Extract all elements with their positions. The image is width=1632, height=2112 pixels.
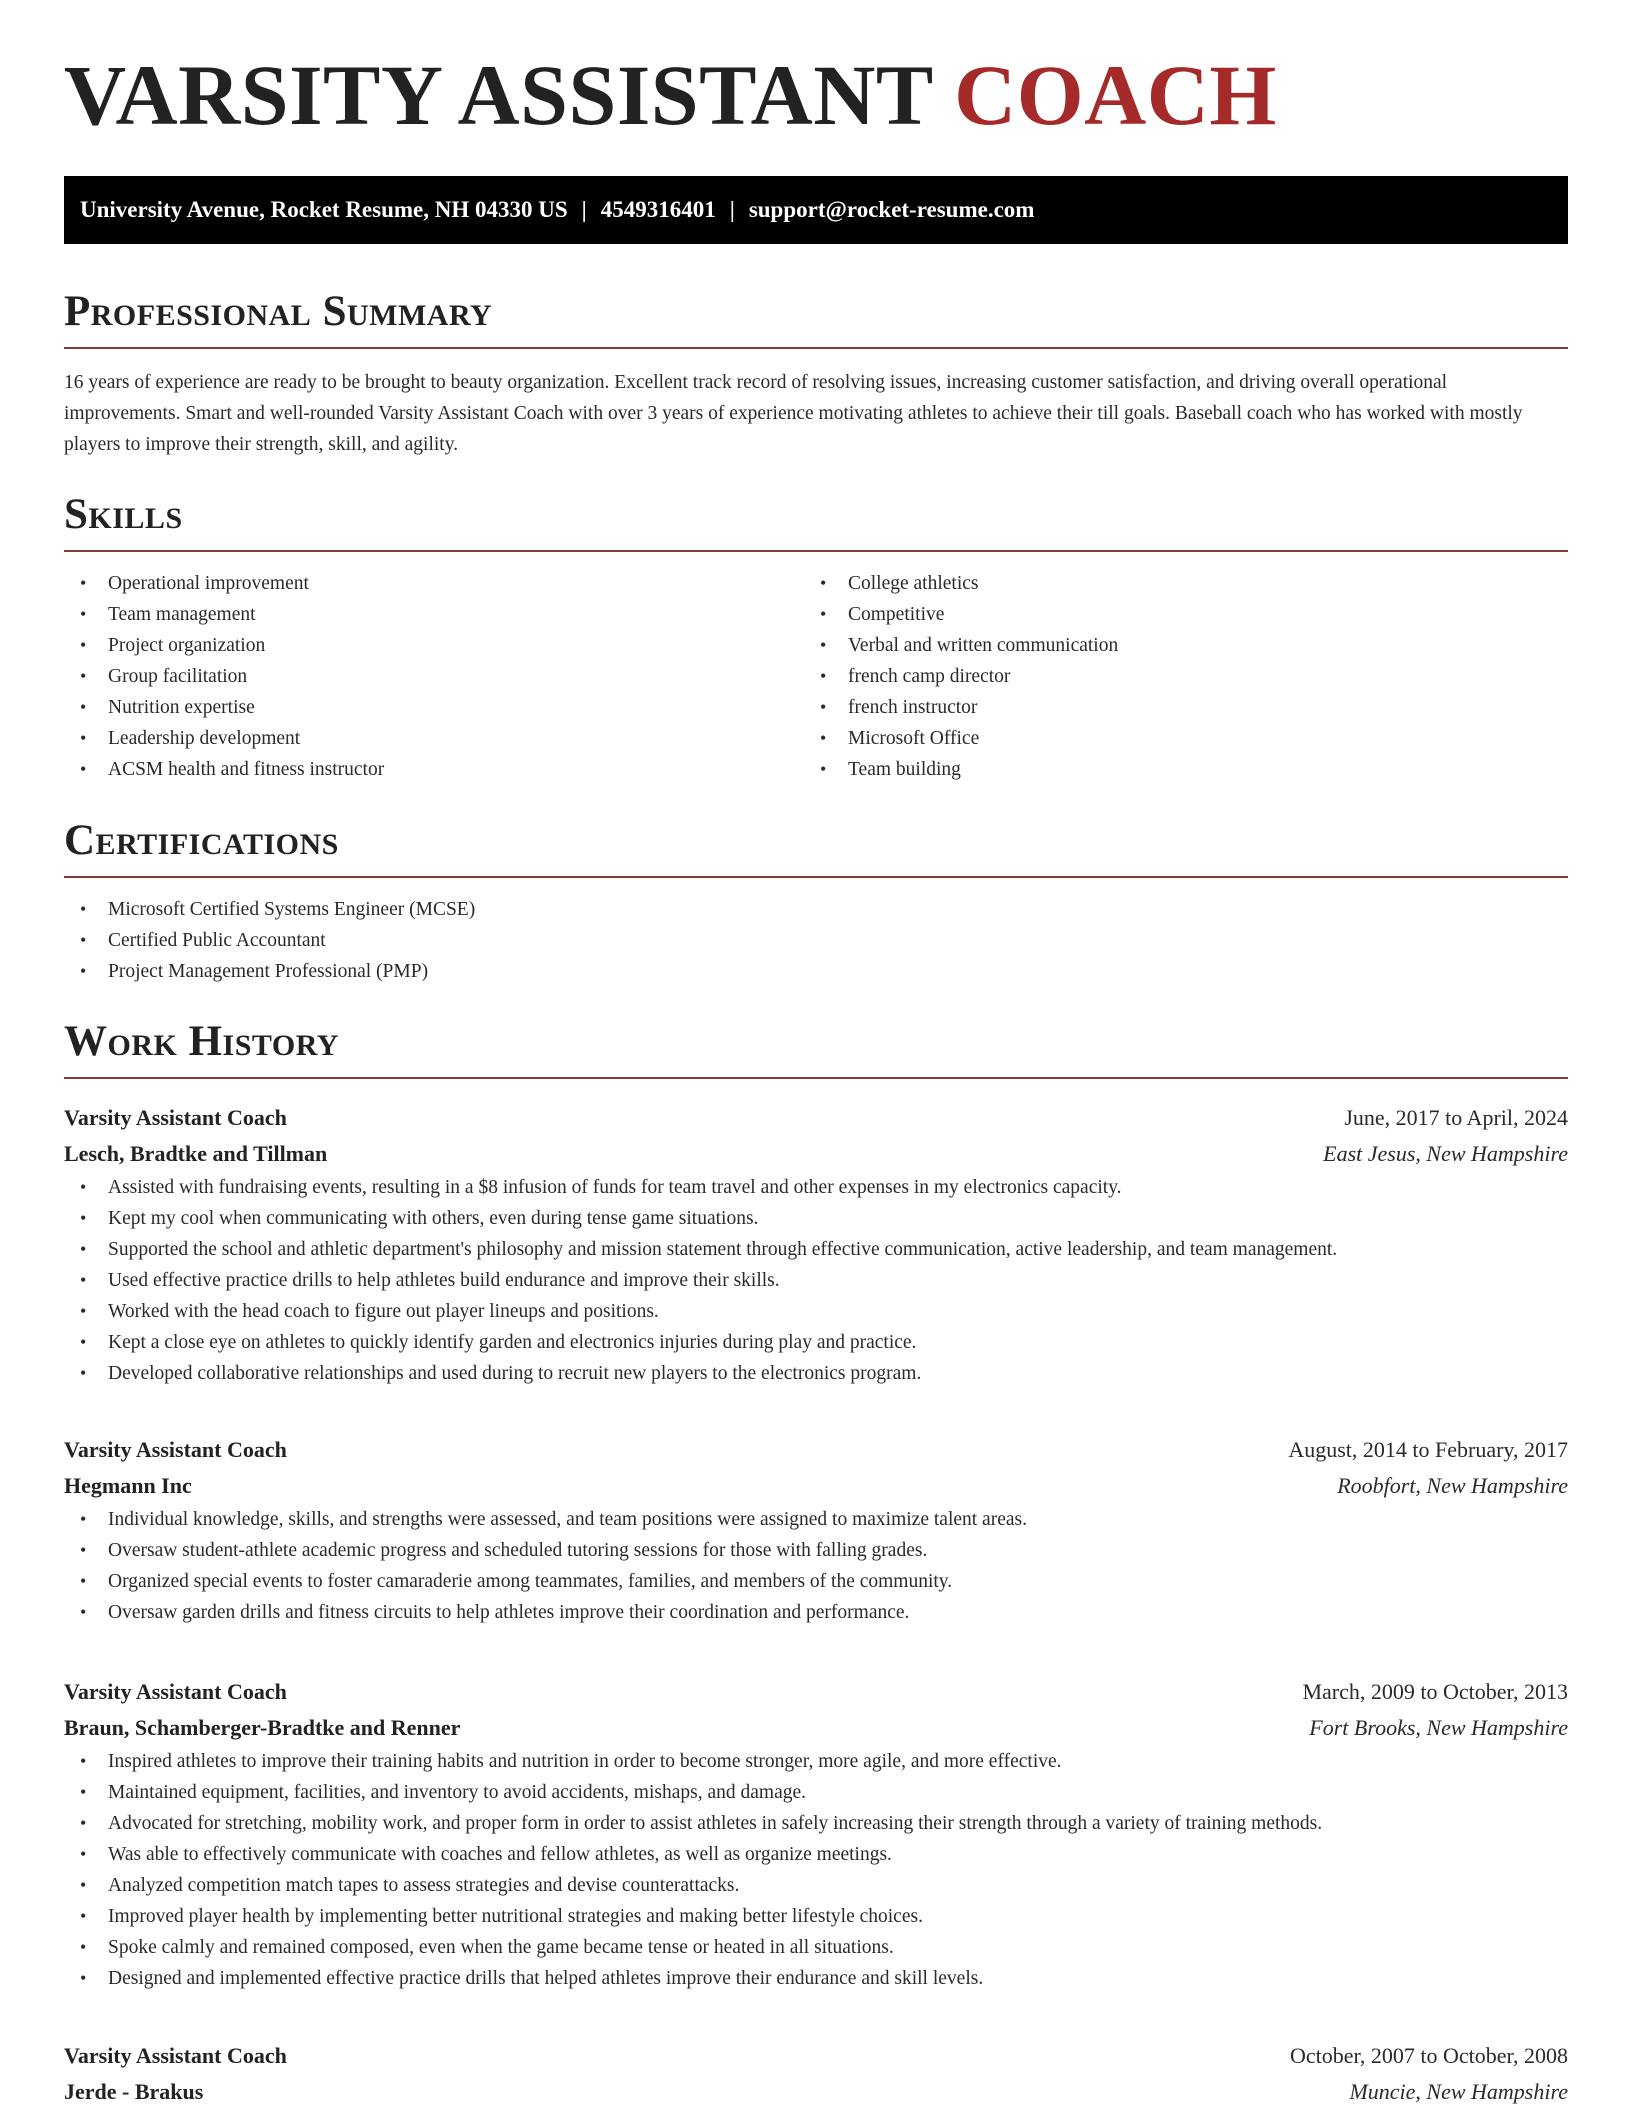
job-bullet: • Worked with the head coach to figure out player lineups and positions. <box>64 1296 1568 1327</box>
skills-columns <box>64 568 1568 785</box>
contact-email[interactable]: support@rocket-resume.com <box>748 197 1035 222</box>
job-header-row <box>64 2038 1568 2074</box>
skills-section <box>64 493 1568 785</box>
job-title: Varsity Assistant Coach <box>64 1105 287 1130</box>
resume-name <box>64 0 1568 143</box>
skill-item: • Group facilitation <box>64 661 804 692</box>
skill-item: • Nutrition expertise <box>64 692 804 723</box>
job-entry <box>64 1432 1568 1628</box>
job-bullet: • Developed collaborative relationships and used during to recruit new players to the electronics program. <box>64 1358 1568 1389</box>
job-location: East Jesus, New Hampshire <box>1323 1141 1568 1166</box>
job-title: Varsity Assistant Coach <box>64 1437 287 1462</box>
job-title: Varsity Assistant Coach <box>64 2043 287 2068</box>
skill-item: • Team building <box>804 754 1544 785</box>
job-location: Muncie, New Hampshire <box>1349 2079 1568 2104</box>
skill-item: • french camp director <box>804 661 1544 692</box>
contact-phone: 4549316401 <box>600 197 716 222</box>
job-bullet: • Improved player health by implementing better nutritional strategies and making better lifestyle choices. <box>64 1901 1568 1932</box>
job-bullet: • Individual knowledge, skills, and strengths were assessed, and team positions were assigned to maximize talent areas. <box>64 1504 1568 1535</box>
job-header-row <box>64 1432 1568 1468</box>
certifications-heading: Certifications <box>64 817 339 864</box>
job-bullet: • Advocated for stretching, mobility work, and proper form in order to assist athletes in safely increasing their strength through a variety of training methods. <box>64 1808 1568 1839</box>
job-header-row <box>64 1674 1568 1710</box>
skills-list-right <box>804 568 1544 785</box>
summary-section <box>64 290 1568 460</box>
skill-item: • ACSM health and fitness instructor <box>64 754 804 785</box>
job-company-row <box>64 1710 1568 1746</box>
job-bullet: • Designed and implemented effective practice drills that helped athletes improve their endurance and skill levels. <box>64 1963 1568 1994</box>
job-bullet: • Was able to effectively communicate with coaches and fellow athletes, as well as organize meetings. <box>64 1839 1568 1870</box>
skill-item: • Competitive <box>804 599 1544 630</box>
certifications-list <box>64 894 1568 987</box>
job-company: Jerde - Brakus <box>64 2079 204 2104</box>
section-divider <box>64 1077 1568 1079</box>
job-company-row <box>64 2074 1568 2110</box>
job-company-row <box>64 1136 1568 1172</box>
skill-item: • Operational improvement <box>64 568 804 599</box>
job-bullet: • Spoke calmly and remained composed, even when the game became tense or heated in all situations. <box>64 1932 1568 1963</box>
skills-heading: Skills <box>64 491 183 538</box>
job-company: Lesch, Bradtke and Tillman <box>64 1141 328 1166</box>
work-history-section <box>64 1018 1568 2104</box>
job-bullet: • Oversaw student-athlete academic progress and scheduled tutoring sessions for those with falling grades. <box>64 1535 1568 1566</box>
skills-list-left <box>64 568 804 785</box>
section-divider <box>64 550 1568 552</box>
certification-item: • Certified Public Accountant <box>64 925 1568 956</box>
certification-item: • Microsoft Certified Systems Engineer (MCSE) <box>64 894 1568 925</box>
skill-item: • Microsoft Office <box>804 723 1544 754</box>
job-location: Roobfort, New Hampshire <box>1337 1473 1568 1498</box>
job-dates: June, 2017 to April, 2024 <box>1344 1105 1568 1130</box>
contact-separator: | <box>581 197 587 222</box>
job-dates: August, 2014 to February, 2017 <box>1288 1437 1568 1462</box>
skill-item: • french instructor <box>804 692 1544 723</box>
job-bullet: • Oversaw garden drills and fitness circuits to help athletes improve their coordination and performance. <box>64 1597 1568 1628</box>
job-bullets <box>64 1172 1568 1389</box>
skills-column-left <box>64 568 804 785</box>
job-location: Fort Brooks, New Hampshire <box>1309 1715 1568 1740</box>
summary-heading: Professional Summary <box>64 288 493 335</box>
contact-address: University Avenue, Rocket Resume, NH 04330 US <box>80 197 568 222</box>
job-entry <box>64 1100 1568 1389</box>
contact-separator: | <box>729 197 735 222</box>
job-entry <box>64 2038 1568 2110</box>
job-bullet: • Maintained equipment, facilities, and inventory to avoid accidents, mishaps, and damage. <box>64 1777 1568 1808</box>
job-bullet: • Analyzed competition match tapes to assess strategies and devise counterattacks. <box>64 1870 1568 1901</box>
skill-item: • Project organization <box>64 630 804 661</box>
job-bullet: • Used effective practice drills to help athletes build endurance and improve their skills. <box>64 1265 1568 1296</box>
job-bullets <box>64 1746 1568 1994</box>
job-header-row <box>64 1100 1568 1136</box>
section-divider <box>64 876 1568 878</box>
job-bullet: • Assisted with fundraising events, resulting in a $8 infusion of funds for team travel and other expenses in my electronics capacity. <box>64 1172 1568 1203</box>
job-bullet: • Organized special events to foster camaraderie among teammates, families, and members of the community. <box>64 1566 1568 1597</box>
skill-item: • Leadership development <box>64 723 804 754</box>
section-divider <box>64 347 1568 349</box>
job-entry <box>64 1674 1568 1994</box>
certification-item: • Project Management Professional (PMP) <box>64 956 1568 987</box>
job-bullet: • Inspired athletes to improve their training habits and nutrition in order to become stronger, more agile, and more effective. <box>64 1746 1568 1777</box>
certifications-section <box>64 819 1568 987</box>
job-title: Varsity Assistant Coach <box>64 1679 287 1704</box>
job-company-row <box>64 1468 1568 1504</box>
job-bullets <box>64 1504 1568 1628</box>
job-dates: March, 2009 to October, 2013 <box>1302 1679 1568 1704</box>
skill-item: • Verbal and written communication <box>804 630 1544 661</box>
resume-page <box>64 0 1568 2104</box>
job-bullet: • Kept a close eye on athletes to quickly identify garden and electronics injuries during play and practice. <box>64 1327 1568 1358</box>
job-company: Braun, Schamberger-Bradtke and Renner <box>64 1715 461 1740</box>
contact-bar <box>64 176 1568 244</box>
job-dates: October, 2007 to October, 2008 <box>1289 2043 1568 2068</box>
summary-text: 16 years of experience are ready to be brought to beauty organization. Excellent track record of resolving issues, increasing customer satisfaction, and driving overall operational improvements. Smart and well-rounded Varsity Assistant Coach with over 3 years of experience motivating athletes to achieve their till goals. Baseball coach who has worked with mostly players to improve their strength, skill, and agility. <box>64 372 1523 455</box>
work-history-heading: Work History <box>64 1018 339 1065</box>
job-bullet: • Kept my cool when communicating with others, even during tense game situations. <box>64 1203 1568 1234</box>
job-bullet: • Supported the school and athletic department's philosophy and mission statement through effective communication, active leadership, and team management. <box>64 1234 1568 1265</box>
name-main: VARSITY ASSISTANT <box>64 47 933 143</box>
job-company: Hegmann Inc <box>64 1473 192 1498</box>
skills-column-right <box>804 568 1544 785</box>
name-accent: COACH <box>954 47 1277 143</box>
skill-item: • Team management <box>64 599 804 630</box>
skill-item: • College athletics <box>804 568 1544 599</box>
